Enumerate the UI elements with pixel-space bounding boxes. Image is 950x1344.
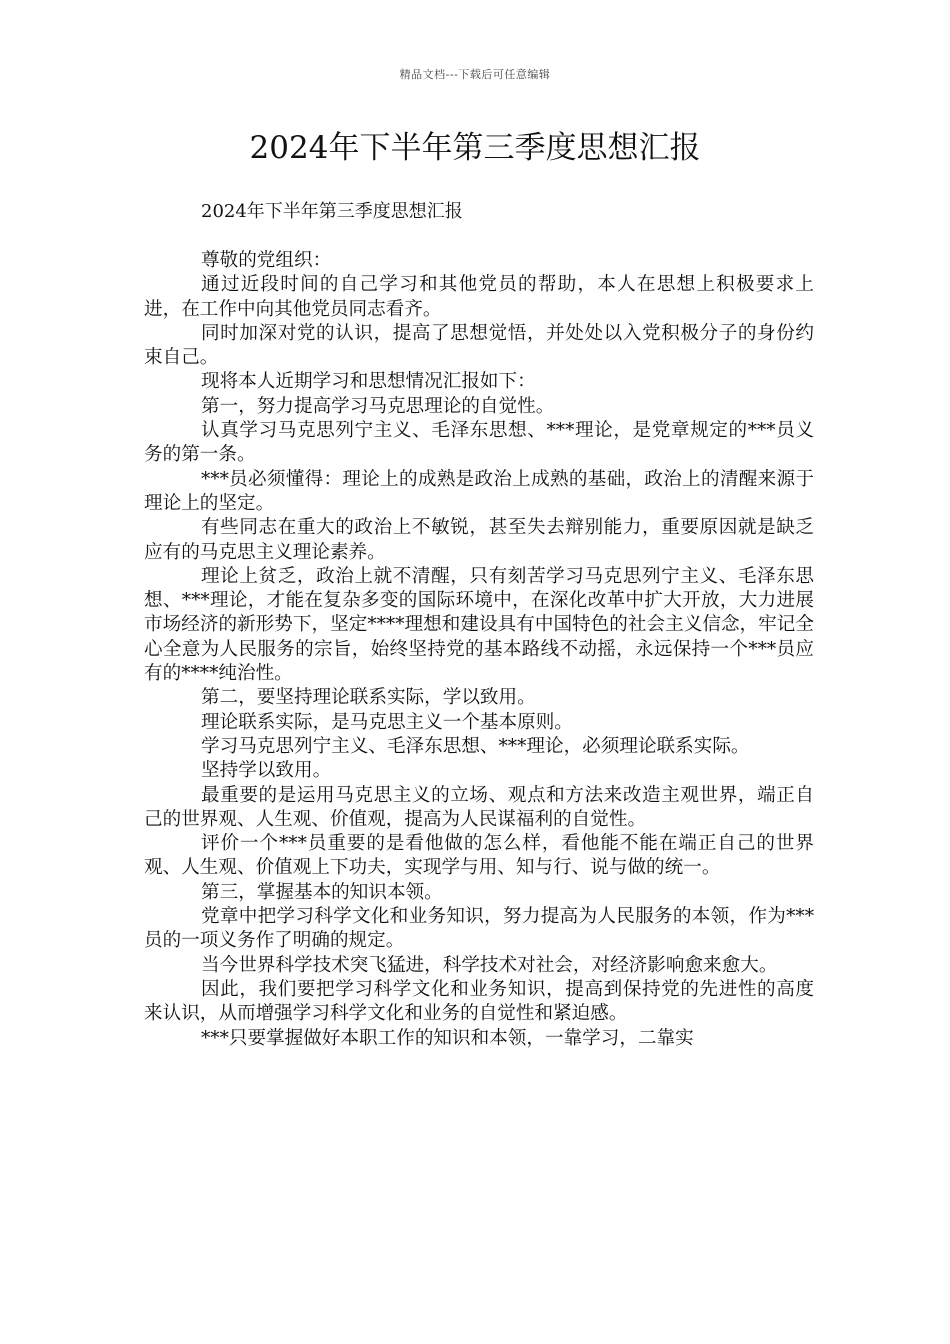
document-subtitle: 2024年下半年第三季度思想汇报 bbox=[201, 201, 463, 222]
paragraph: 学习马克思列宁主义、毛泽东思想、***理论，必须理论联系实际。 bbox=[201, 735, 750, 757]
document-body bbox=[144, 249, 814, 1051]
paragraph: ***员必须懂得：理论上的成熟是政治上成熟的基础，政治上的清醒来源于理论上的坚定。 bbox=[144, 468, 814, 514]
section-heading: 第一，努力提高学习马克思理论的自觉性。 bbox=[201, 395, 555, 417]
section-heading: 第三，掌握基本的知识本领。 bbox=[201, 881, 443, 903]
paragraph: 当今世界科学技术突飞猛进，科学技术对社会，对经济影响愈来愈大。 bbox=[201, 954, 778, 976]
salutation: 尊敬的党组织： bbox=[201, 250, 332, 271]
paragraph: 党章中把学习科学文化和业务知识，努力提高为人民服务的本领，作为***员的一项义务作了明确的规定。 bbox=[144, 906, 814, 952]
paragraph: 因此，我们要把学习科学文化和业务知识，提高到保持党的先进性的高度来认识，从而增强学习科学文化和业务的自觉性和紧迫感。 bbox=[144, 978, 814, 1025]
section-heading: 第二，要坚持理论联系实际，学以致用。 bbox=[201, 687, 536, 709]
document-title: 2024年下半年第三季度思想汇报 bbox=[249, 130, 701, 166]
paragraph: 认真学习马克思列宁主义、毛泽东思想、***理论，是党章规定的***员义务的第一条。 bbox=[144, 420, 814, 466]
paragraph: 现将本人近期学习和思想情况汇报如下： bbox=[201, 371, 536, 393]
paragraph: 有些同志在重大的政治上不敏锐，甚至失去辩别能力，重要原因就是缺乏应有的马克思主义理论素养。 bbox=[144, 517, 814, 563]
paragraph: 理论联系实际，是马克思主义一个基本原则。 bbox=[201, 711, 573, 733]
paragraph: 坚持学以致用。 bbox=[201, 760, 332, 782]
paragraph: 评价一个***员重要的是看他做的怎么样，看他能不能在端正自己的世界观、人生观、价值观上下功夫，实现学与用、知与行、说与做的统一。 bbox=[144, 833, 814, 879]
paragraph: 同时加深对党的认识，提高了思想觉悟，并处处以入党积极分子的身份约束自己。 bbox=[144, 322, 814, 369]
header-note: 精品文档---下载后可任意编辑 bbox=[399, 68, 551, 81]
paragraph: 通过近段时间的自己学习和其他党员的帮助，本人在思想上积极要求上进，在工作中向其他党员同志看齐。 bbox=[144, 274, 814, 320]
paragraph: 最重要的是运用马克思主义的立场、观点和方法来改造主观世界，端正自己的世界观、人生观、价值观，提高为人民谋福利的自觉性。 bbox=[144, 784, 814, 830]
paragraph: 理论上贫乏，政治上就不清醒，只有刻苦学习马克思列宁主义、毛泽东思想、***理论，才能在复杂多变的国际环境中，在深化改革中扩大开放，大力进展市场经济的新形势下，坚定****理想和建设具有中国特色的社会主义信念，牢记全心全意为人民服务的宗旨，始终坚持党的基本路线不动摇，永远保持一个***员应有的****纯治性。 bbox=[144, 565, 814, 685]
paragraph: ***只要掌握做好本职工作的知识和本领，一靠学习，二靠实 bbox=[201, 1027, 694, 1049]
